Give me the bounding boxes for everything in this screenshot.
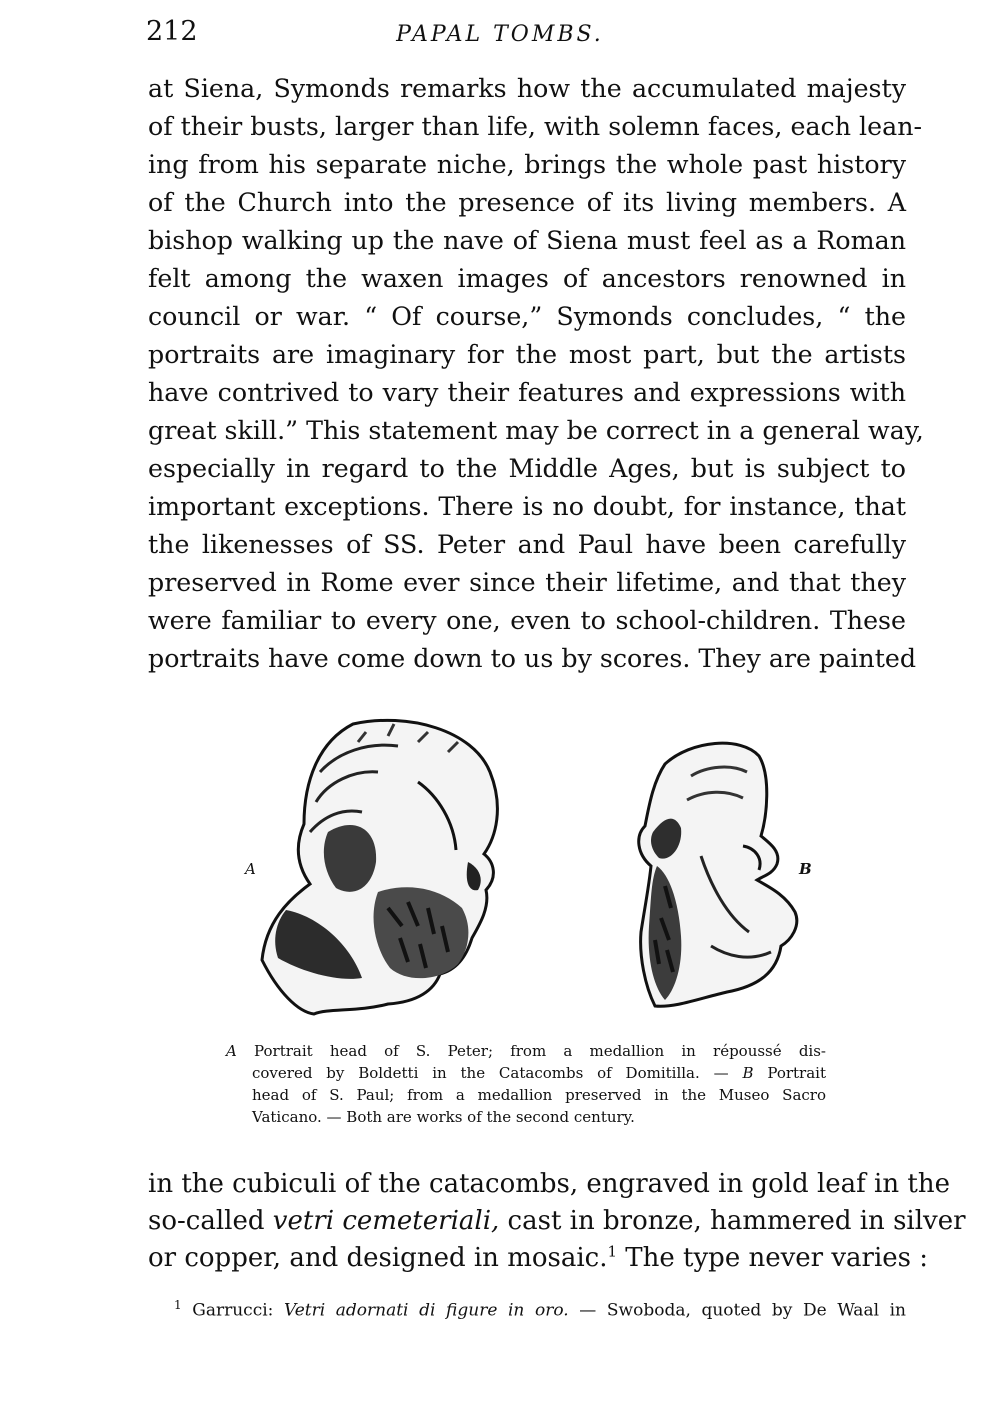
text-line: portraits have come down to us by scores. They are painted xyxy=(148,644,917,673)
text-line: at Siena, Symonds remarks how the accumulated majesty xyxy=(148,74,906,103)
caption-label-b: B xyxy=(742,1064,754,1082)
text-line: were familiar to every one, even to school-children. These xyxy=(148,606,906,635)
text-line: great skill.” This statement may be correct in a general way, xyxy=(148,416,924,445)
text-line: the likenesses of SS. Peter and Paul have been carefully xyxy=(148,530,906,559)
footnote-rest: — Swoboda, quoted by De Waal in xyxy=(579,1300,907,1321)
portrait-plate xyxy=(243,712,843,1017)
text-line xyxy=(148,1203,966,1240)
peter-head-engraving xyxy=(258,712,508,1017)
caption-label-a: A xyxy=(226,1042,237,1060)
text-line: felt among the waxen images of ancestors renowned in xyxy=(148,264,906,293)
footnote xyxy=(174,1298,906,1321)
text-line: council or war. “ Of course,” Symonds concludes, “ the xyxy=(148,302,906,331)
text-line: portraits are imaginary for the most part, but the artists xyxy=(148,340,906,369)
body-paragraph-top xyxy=(148,70,924,678)
text-line: of their busts, larger than life, with solemn faces, each lean- xyxy=(148,112,923,141)
caption-text: Portrait xyxy=(767,1064,826,1082)
figure-label-a: A xyxy=(245,860,256,878)
paul-head-engraving xyxy=(631,736,803,1011)
caption-line: head of S. Paul; from a medallion preserved in the Museo Sacro xyxy=(252,1086,826,1104)
text-fragment: The type never varies : xyxy=(617,1243,929,1273)
caption-line xyxy=(226,1062,826,1084)
footnote-marker: 1 xyxy=(174,1298,182,1312)
text-line: bishop walking up the nave of Siena must feel as a Roman xyxy=(148,226,906,255)
footnote-reference: 1 xyxy=(607,1242,618,1261)
text-line: have contrived to vary their features and expressions with xyxy=(148,378,906,407)
text-line: ing from his separate niche, brings the whole past history xyxy=(148,150,906,179)
text-line xyxy=(148,1240,929,1277)
figure-caption xyxy=(226,1040,826,1128)
text-line: especially in regard to the Middle Ages, but is subject to xyxy=(148,454,906,483)
text-fragment: cast in bronze, hammered in silver xyxy=(507,1206,966,1236)
text-line: in the cubiculi of the catacombs, engraved in gold leaf in the xyxy=(148,1169,950,1199)
text-fragment: so-called xyxy=(148,1206,265,1236)
italic-term: vetri cemeteriali, xyxy=(272,1206,500,1236)
footnote-author: Garrucci: xyxy=(192,1300,274,1321)
figure-label-b: B xyxy=(799,860,812,878)
caption-line xyxy=(226,1040,826,1062)
page-number: 212 xyxy=(146,16,198,47)
footnote-title: Vetri adornati di figure in oro. xyxy=(283,1300,569,1321)
body-paragraph-bottom xyxy=(148,1166,966,1277)
text-line: important exceptions. There is no doubt, for instance, that xyxy=(148,492,906,521)
caption-line: Vaticano. — Both are works of the second century. xyxy=(252,1108,635,1126)
caption-text: covered by Boldetti in the Catacombs of Domitilla. — xyxy=(252,1064,729,1082)
text-line: of the Church into the presence of its living members. A xyxy=(148,188,906,217)
text-fragment: or copper, and designed in mosaic. xyxy=(148,1243,608,1273)
running-title: PAPAL TOMBS. xyxy=(396,22,604,47)
text-line: preserved in Rome ever since their lifetime, and that they xyxy=(148,568,906,597)
caption-text: Portrait head of S. Peter; from a medallion in répoussé dis- xyxy=(254,1042,826,1060)
